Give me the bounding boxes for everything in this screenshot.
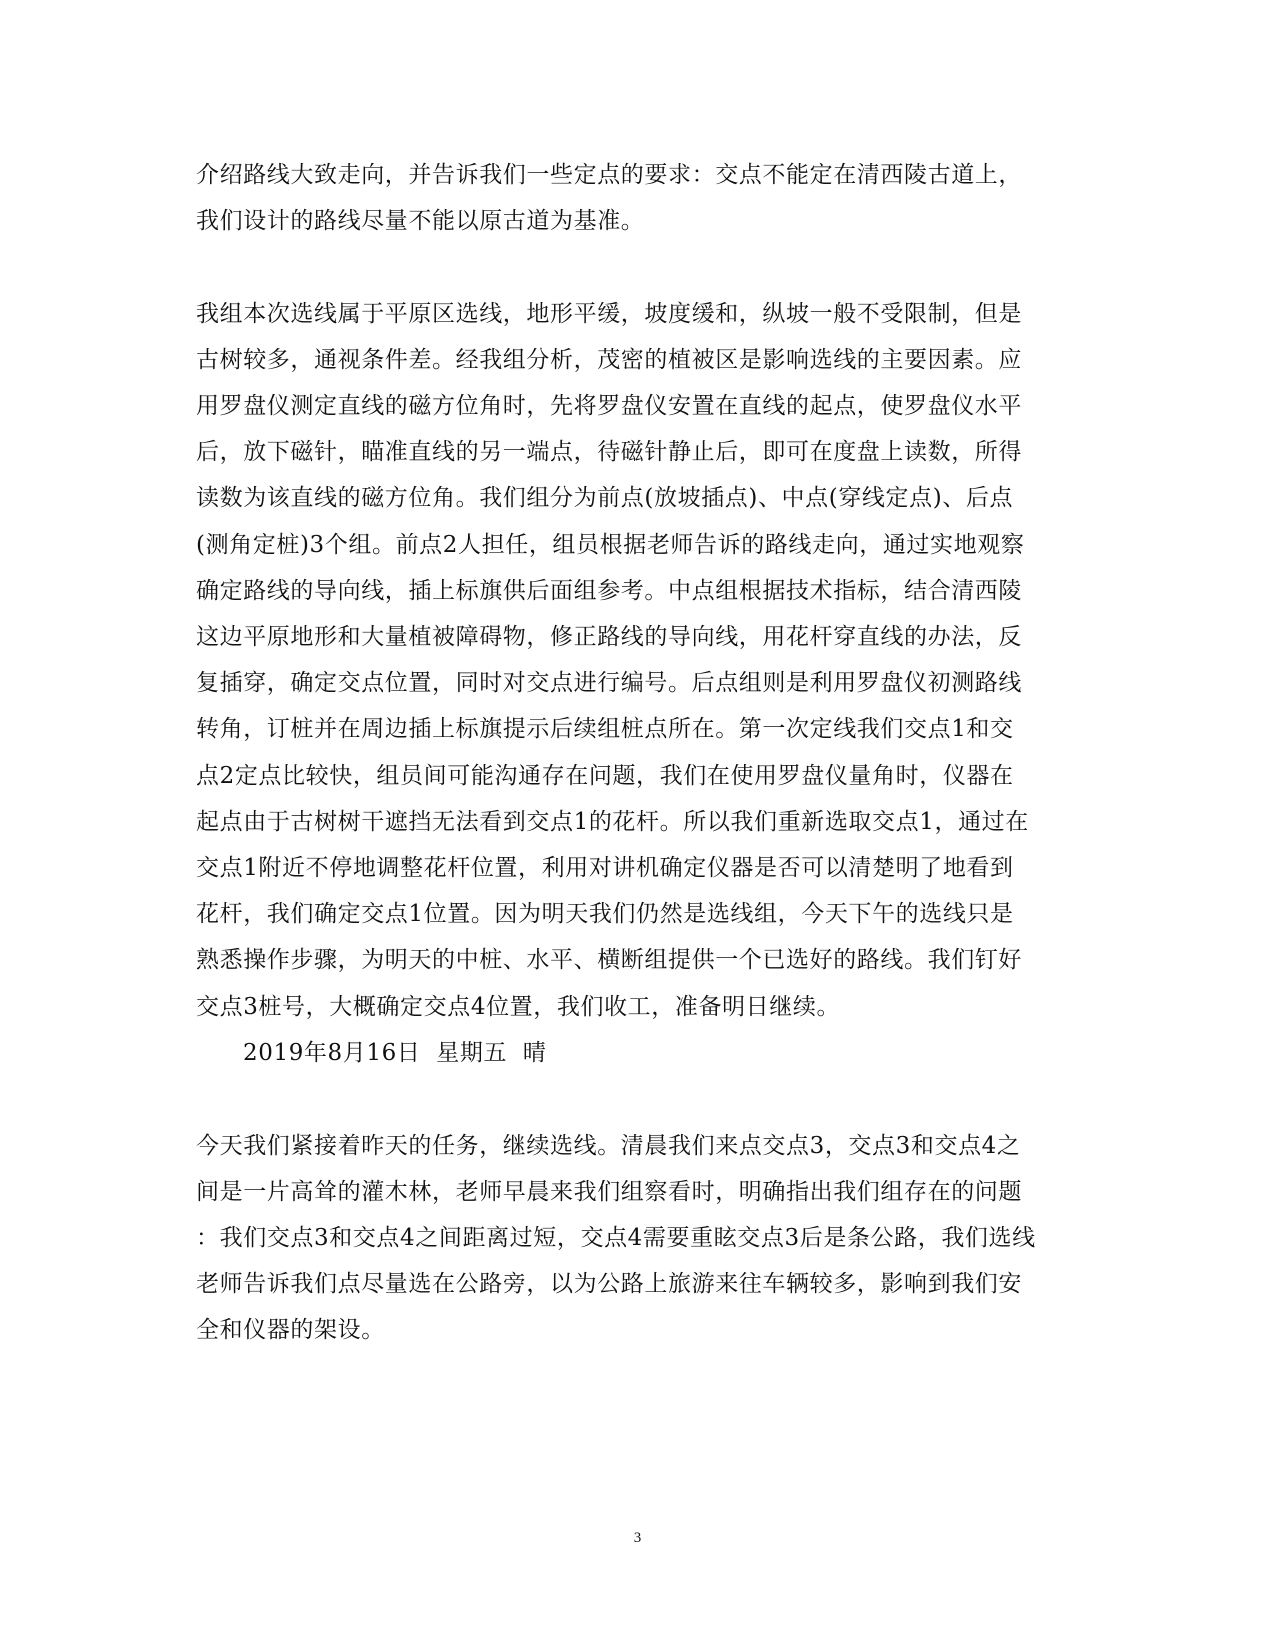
paragraph-3-line-5: 全和仪器的架设。 xyxy=(196,1317,385,1343)
paragraph-3-line-2: 间是一片高耸的灌木林，老师早晨来我们组察看时，明确指出我们组存在的问题 xyxy=(196,1179,1022,1205)
paragraph-2-line-9: 复插穿，确定交点位置，同时对交点进行编号。后点组则是利用罗盘仪初测路线 xyxy=(196,670,1022,696)
date-line: 2019年8月16日 星期五 晴 xyxy=(243,1040,547,1066)
paragraph-2-line-12: 起点由于古树树干遮挡无法看到交点1的花杆。所以我们重新选取交点1，通过在 xyxy=(196,809,1029,835)
paragraph-1-line-1: 介绍路线大致走向，并告诉我们一些定点的要求：交点不能定在清西陵古道上， xyxy=(196,162,1022,188)
paragraph-2-line-11: 点2定点比较快，组员间可能沟通存在问题，我们在使用罗盘仪量角时，仪器在 xyxy=(196,763,1014,789)
paragraph-2-line-2: 古树较多，通视条件差。经我组分析，茂密的植被区是影响选线的主要因素。应 xyxy=(196,347,1022,373)
paragraph-2-line-10: 转角，订桩并在周边插上标旗提示后续组桩点所在。第一次定线我们交点1和交 xyxy=(196,716,1014,742)
paragraph-2-line-14: 花杆，我们确定交点1位置。因为明天我们仍然是选线组，今天下午的选线只是 xyxy=(196,901,1014,927)
paragraph-2-line-16: 交点3桩号，大概确定交点4位置，我们收工，准备明日继续。 xyxy=(196,994,841,1020)
paragraph-2-line-6: (测角定桩)3个组。前点2人担任，组员根据老师告诉的路线走向，通过实地观察 xyxy=(196,532,1025,558)
paragraph-2-line-3: 用罗盘仪测定直线的磁方位角时，先将罗盘仪安置在直线的起点，使罗盘仪水平 xyxy=(196,393,1022,419)
paragraph-2-line-8: 这边平原地形和大量植被障碍物，修正路线的导向线，用花杆穿直线的办法，反 xyxy=(196,624,1022,650)
paragraph-2-line-1: 我组本次选线属于平原区选线，地形平缓，坡度缓和，纵坡一般不受限制，但是 xyxy=(196,301,1022,327)
paragraph-1-line-2: 我们设计的路线尽量不能以原古道为基准。 xyxy=(196,208,645,234)
paragraph-2-line-4: 后，放下磁针，瞄准直线的另一端点，待磁针静止后，即可在度盘上读数，所得 xyxy=(196,439,1022,465)
paragraph-2-line-15: 熟悉操作步骤，为明天的中桩、水平、横断组提供一个已选好的路线。我们钉好 xyxy=(196,947,1022,973)
paragraph-3-line-1: 今天我们紧接着昨天的任务，继续选线。清晨我们来点交点3，交点3和交点4之 xyxy=(196,1133,1021,1159)
paragraph-3-line-3: ：我们交点3和交点4之间距离过短，交点4需要重眩交点3后是条公路，我们选线 xyxy=(196,1225,1036,1251)
paragraph-2-line-13: 交点1附近不停地调整花杆位置，利用对讲机确定仪器是否可以清楚明了地看到 xyxy=(196,855,1014,881)
paragraph-3-line-4: 老师告诉我们点尽量选在公路旁，以为公路上旅游来往车辆较多，影响到我们安 xyxy=(196,1271,1022,1297)
paragraph-2-line-5: 读数为该直线的磁方位角。我们组分为前点(放坡插点)、中点(穿线定点)、后点 xyxy=(196,485,1014,511)
page-number: 3 xyxy=(633,1530,642,1546)
paragraph-2-line-7: 确定路线的导向线，插上标旗供后面组参考。中点组根据技术指标，结合清西陵 xyxy=(196,578,1022,604)
